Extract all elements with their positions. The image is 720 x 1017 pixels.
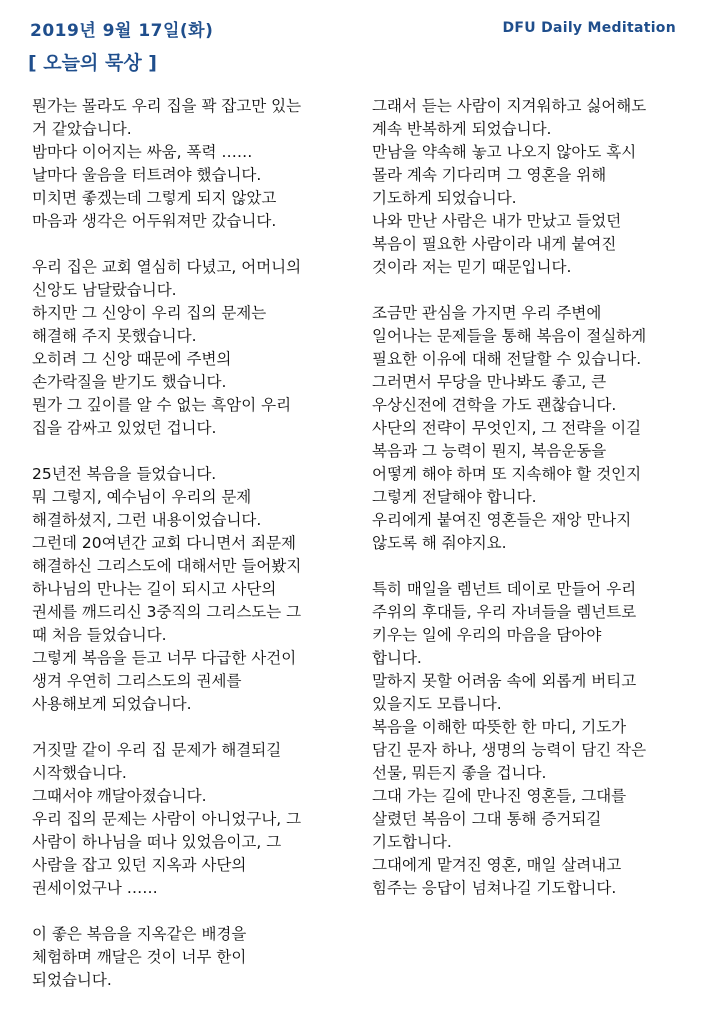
text-line: 권세이었구나 …… bbox=[32, 879, 158, 897]
text-line: 사람이 하나님을 떠나 있었음이고, 그 bbox=[32, 833, 282, 851]
text-line: 주위의 후대들, 우리 자녀들을 렘넌트로 bbox=[372, 603, 637, 621]
header-date: 2019년 9월 17일(화) bbox=[30, 21, 214, 41]
text-line: 하지만 그 신앙이 우리 집의 문제는 bbox=[32, 304, 267, 322]
text-line: 마음과 생각은 어두워져만 갔습니다. bbox=[32, 212, 277, 230]
text-line: 그런데 20여년간 교회 다니면서 죄문제 bbox=[32, 534, 297, 552]
text-line: 해결하셨지, 그런 내용이었습니다. bbox=[32, 511, 262, 529]
text-line: 선물, 뭐든지 좋을 겁니다. bbox=[372, 764, 547, 782]
text-line: 필요한 이유에 대해 전달할 수 있습니다. bbox=[372, 350, 642, 368]
text-line: 합니다. bbox=[372, 649, 422, 667]
text-line: 오히려 그 신앙 때문에 주변의 bbox=[32, 350, 232, 368]
text-line: 그렇게 복음을 듣고 너무 다급한 사건이 bbox=[32, 649, 297, 667]
paragraph bbox=[32, 256, 372, 440]
text-line: 해결하신 그리스도에 대해서만 들어봤지 bbox=[32, 557, 302, 575]
text-line: 우상신전에 견학을 가도 괜찮습니다. bbox=[372, 396, 617, 414]
paragraph bbox=[32, 923, 372, 992]
paragraph bbox=[372, 95, 712, 279]
text-line: 조금만 관심을 가지면 우리 주변에 bbox=[372, 304, 602, 322]
text-line: 일어나는 문제들을 통해 복음이 절실하게 bbox=[372, 327, 647, 345]
text-line: 살렸던 복음이 그대 통해 증거되길 bbox=[372, 810, 602, 828]
text-line: 기도합니다. bbox=[372, 833, 452, 851]
text-line: 사람을 잡고 있던 지옥과 사단의 bbox=[32, 856, 247, 874]
paragraph bbox=[372, 578, 712, 900]
text-line: 몰라 계속 기다리며 그 영혼을 위해 bbox=[372, 166, 607, 184]
text-line: 신앙도 남달랐습니다. bbox=[32, 281, 177, 299]
text-line: 담긴 문자 하나, 생명의 능력이 담긴 작은 bbox=[372, 741, 647, 759]
text-line: 거 같았습니다. bbox=[32, 120, 132, 138]
text-line: 말하지 못할 어려움 속에 외롭게 버티고 bbox=[372, 672, 637, 690]
text-line: 사용해보게 되었습니다. bbox=[32, 695, 192, 713]
text-line: 손가락질을 받기도 했습니다. bbox=[32, 373, 227, 391]
text-line: 때 처음 들었습니다. bbox=[32, 626, 167, 644]
text-line: 사단의 전략이 무엇인지, 그 전략을 이길 bbox=[372, 419, 642, 437]
text-line: 나와 만난 사람은 내가 만났고 들었던 bbox=[372, 212, 622, 230]
text-line: 뭔가는 몰라도 우리 집을 꽉 잡고만 있는 bbox=[32, 97, 302, 115]
left-column bbox=[32, 95, 372, 1015]
paragraph bbox=[32, 463, 372, 716]
text-line: 그러면서 무당을 만나봐도 좋고, 큰 bbox=[372, 373, 607, 391]
text-line: 밤마다 이어지는 싸움, 폭력 …… bbox=[32, 143, 253, 161]
text-line: 거짓말 같이 우리 집 문제가 해결되길 bbox=[32, 741, 282, 759]
text-line: 계속 반복하게 되었습니다. bbox=[372, 120, 552, 138]
text-line: 시작했습니다. bbox=[32, 764, 127, 782]
text-line: 체험하며 깨달은 것이 너무 한이 bbox=[32, 948, 247, 966]
text-line: 하나님의 만나는 길이 되시고 사단의 bbox=[32, 580, 277, 598]
text-line: 미치면 좋겠는데 그렇게 되지 않았고 bbox=[32, 189, 277, 207]
header-brand: DFU Daily Meditation bbox=[502, 20, 676, 36]
text-line: 되었습니다. bbox=[32, 971, 112, 989]
right-column bbox=[372, 95, 712, 923]
text-line: 복음이 필요한 사람이라 내게 붙여진 bbox=[372, 235, 617, 253]
text-line: 이 좋은 복음을 지옥같은 배경을 bbox=[32, 925, 247, 943]
text-line: 뭐 그렇지, 예수님이 우리의 문제 bbox=[32, 488, 252, 506]
text-line: 우리에게 붙여진 영혼들은 재앙 만나지 bbox=[372, 511, 632, 529]
text-line: 생겨 우연히 그리스도의 권세를 bbox=[32, 672, 242, 690]
text-line: 힘주는 응답이 넘쳐나길 기도합니다. bbox=[372, 879, 617, 897]
text-line: 복음과 그 능력이 뭔지, 복음운동을 bbox=[372, 442, 607, 460]
text-line: 복음을 이해한 따뜻한 한 마디, 기도가 bbox=[372, 718, 627, 736]
text-line: 있을지도 모릅니다. bbox=[372, 695, 502, 713]
text-line: 어떻게 해야 하며 또 지속해야 할 것인지 bbox=[372, 465, 642, 483]
text-line: 뭔가 그 깊이를 알 수 없는 흑암이 우리 bbox=[32, 396, 292, 414]
text-line: 그대에게 맡겨진 영혼, 매일 살려내고 bbox=[372, 856, 622, 874]
text-line: 그때서야 깨달아졌습니다. bbox=[32, 787, 207, 805]
text-line: 우리 집의 문제는 사람이 아니었구나, 그 bbox=[32, 810, 302, 828]
text-line: 것이라 저는 믿기 때문입니다. bbox=[372, 258, 572, 276]
paragraph bbox=[32, 739, 372, 900]
section-title: [ 오늘의 묵상 ] bbox=[28, 52, 157, 74]
text-line: 키우는 일에 우리의 마음을 담아야 bbox=[372, 626, 602, 644]
text-line: 그렇게 전달해야 합니다. bbox=[372, 488, 537, 506]
text-line: 우리 집은 교회 열심히 다녔고, 어머니의 bbox=[32, 258, 302, 276]
text-line: 특히 매일을 렘넌트 데이로 만들어 우리 bbox=[372, 580, 637, 598]
text-line: 않도록 해 줘야지요. bbox=[372, 534, 507, 552]
text-line: 만남을 약속해 놓고 나오지 않아도 혹시 bbox=[372, 143, 637, 161]
text-line: 집을 감싸고 있었던 겁니다. bbox=[32, 419, 217, 437]
text-line: 날마다 울음을 터트려야 했습니다. bbox=[32, 166, 262, 184]
text-line: 권세를 깨드리신 3중직의 그리스도는 그 bbox=[32, 603, 302, 621]
paragraph bbox=[32, 95, 372, 233]
text-line: 그대 가는 길에 만나진 영혼들, 그대를 bbox=[372, 787, 627, 805]
text-line: 그래서 듣는 사람이 지겨워하고 싫어해도 bbox=[372, 97, 647, 115]
text-line: 기도하게 되었습니다. bbox=[372, 189, 517, 207]
text-line: 해결해 주지 못했습니다. bbox=[32, 327, 197, 345]
paragraph bbox=[372, 302, 712, 555]
text-line: 25년전 복음을 들었습니다. bbox=[32, 465, 217, 483]
